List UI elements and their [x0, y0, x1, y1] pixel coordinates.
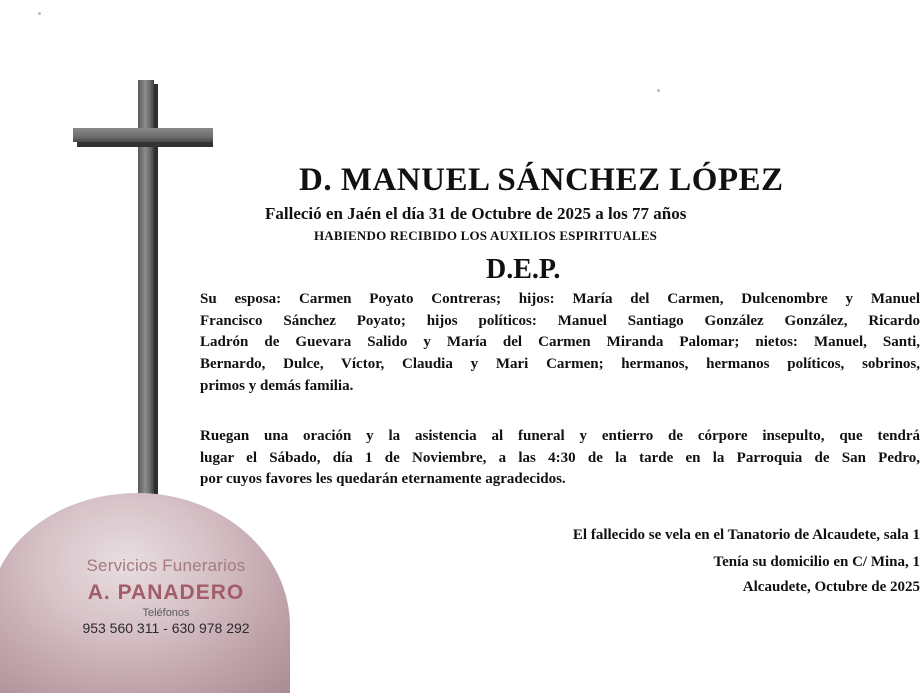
- family-line: primos y demás familia.: [200, 377, 354, 394]
- funeral-home-phones-label: Teléfonos: [142, 607, 190, 619]
- deceased-name: D. MANUEL SÁNCHEZ LÓPEZ: [299, 162, 784, 198]
- paper-speck: [38, 12, 41, 15]
- cross-vertical-shadow: [154, 84, 158, 506]
- funeral-paragraph: [200, 426, 920, 491]
- family-paragraph: [200, 289, 920, 398]
- wake-line: El fallecido se vela en el Tanatorio de Alcaudete, sala 1: [572, 527, 920, 543]
- funeral-home-services-label: Servicios Funerarios: [86, 556, 246, 575]
- paper-speck: [657, 89, 660, 92]
- place-date-line: Alcaudete, Octubre de 2025: [742, 579, 920, 595]
- funeral-line: Ruegan una oración y la asistencia al funeral y entierro de córpore insepulto, que tendrá: [200, 428, 920, 444]
- family-line: Francisco Sánchez Poyato; hijos políticos: Manuel Santiago González González, Ricardo: [200, 312, 920, 329]
- family-line: Bernardo, Dulce, Víctor, Claudia y Mari Carmen; hermanos, hermanos políticos, sobrinos,: [200, 356, 920, 373]
- funeral-home-name: A. PANADERO: [87, 581, 245, 604]
- funeral-line: lugar el Sábado, día 1 de Noviembre, a las 4:30 de la tarde en la Parroquia de San Pedro,: [200, 449, 920, 466]
- home-address-line: Tenía su domicilio en C/ Mina, 1: [713, 554, 920, 570]
- funeral-line: por cuyos favores les quedarán eternamente agradecidos.: [200, 471, 566, 488]
- rites-line: HABIENDO RECIBIDO LOS AUXILIOS ESPIRITUALES: [314, 228, 658, 243]
- death-line: Falleció en Jaén el día 31 de Octubre de 2025 a los 77 años: [265, 204, 687, 223]
- funeral-home-phones: 953 560 311 - 630 978 292: [82, 620, 250, 636]
- family-line: Su esposa: Carmen Poyato Contreras; hijos: María del Carmen, Dulcenombre y Manuel: [200, 291, 920, 307]
- cross-horizontal-beam: [73, 128, 213, 142]
- family-line: Ladrón de Guevara Salido y María del Carmen Miranda Palomar; nietos: Manuel, Santi,: [200, 334, 920, 351]
- cross-horizontal-shadow: [77, 142, 213, 147]
- dep-heading: D.E.P.: [486, 254, 561, 285]
